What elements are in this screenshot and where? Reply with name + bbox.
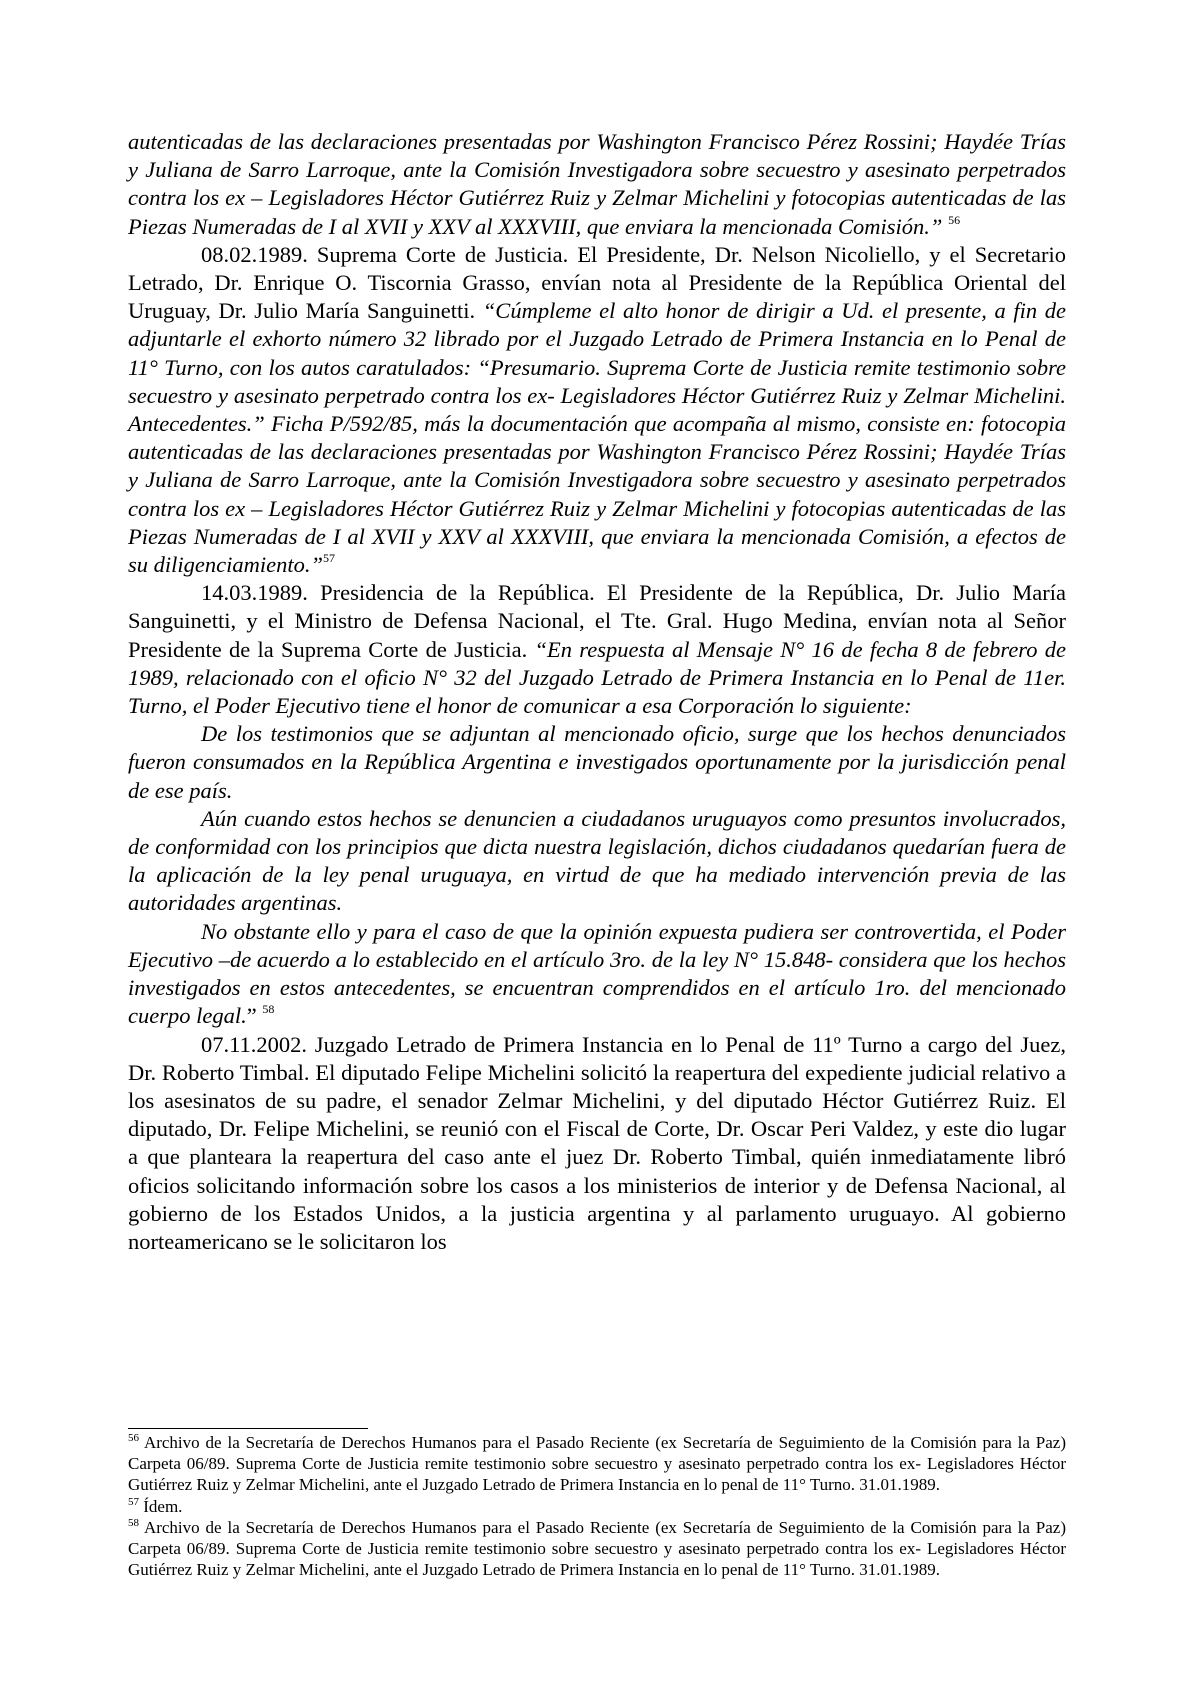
footnote-number: 58 [128,1516,139,1529]
paragraph [128,918,1066,1031]
paragraph [128,1031,1066,1257]
paragraph [128,720,1066,805]
text-segment: autenticadas de las declaraciones presentadas por Washington Francisco Pérez Rossini; Haydée Trías y Juliana de Sarro Larroque, ante la Comisión Investigadora sobre secuestro y asesinato perpetrados contra los ex – Legisladores Héctor Gutiérrez Ruiz y Zelmar Michelini y fotocopias autenticadas de las Piezas Numeradas de I al XVII y XXV al XXXVIII, que enviara la mencionada Comisión.” [128,129,1066,239]
text-segment: “En respuesta al Mensaje N° 16 de fecha 8 de febrero de 1989, relacionado con el oficio N° 32 del Juzgado Letrado de Primera Instancia en lo Penal de 11er. Turno, el Poder Ejecutivo tiene el honor de comunicar a esa Corporación lo siguiente: [128,636,1066,719]
footnote-ref: 57 [323,551,335,566]
paragraph [128,805,1066,918]
footnote [128,1517,1066,1581]
footnote-separator [128,1428,368,1429]
text-segment: “Cúmpleme el alto honor de dirigir a Ud. el presente, a fin de adjuntarle el exhorto número 32 librado por el Juzgado Letrado de Primera Instancia en lo Penal de 11° Turno, con los autos caratulados: “Presumario. Suprema Corte de Justicia remite testimonio sobre secuestro y asesinato perpetrado contra los ex- Legisladores Héctor Gutiérrez Ruiz y Zelmar Michelini. Antecedentes.” Ficha P/592/85, más la documentación que acompaña al mismo, consiste en: fotocopia autenticadas de las declaraciones presentadas por Washington Francisco Pérez Rossini; Haydée Trías y Juliana de Sarro Larroque, ante la Comisión Investigadora sobre secuestro y asesinato perpetrados contra los ex – Legisladores Héctor Gutiérrez Ruiz y Zelmar Michelini y fotocopias autenticadas de las Piezas Numeradas de I al XVII y XXV al XXXVIII, que enviara la mencionada Comisión, a efectos de su diligenciamiento.” [128,298,1067,578]
paragraph [128,579,1066,720]
footnote-ref: 56 [948,212,961,227]
footnote-number: 57 [128,1495,139,1508]
footnotes [128,1428,1066,1580]
text-segment: De los testimonios que se adjuntan al mencionado oficio, surge que los hechos denunciados fueron consumados en la República Argentina e investigados oportunamente por la jurisdicción penal de ese país. [128,721,1066,803]
text-segment: 08.02.1989. Suprema Corte de Justicia. El Presidente, Dr. Nelson Nicoliello, y el Secretario Letrado, Dr. Enrique O. Tiscornia Grasso, envían nota al Presidente de la República Oriental del Uruguay, Dr. Julio María Sanguinetti. [128,241,1066,324]
footnote-text: Archivo de la Secretaría de Derechos Humanos para el Pasado Reciente (ex Secretaría de Seguimiento de la Comisión para la Paz) Carpeta 06/89. Suprema Corte de Justicia remite testimonio sobre secuestro y asesinato perpetrado contra los ex- Legisladores Héctor Gutiérrez Ruiz y Zelmar Michelini, ante el Juzgado Letrado de Primera Instancia en lo penal de 11° Turno. 31.01.1989. [128,1433,1066,1495]
footnote-text: Ídem. [139,1496,183,1516]
text-segment: ” [246,1003,263,1029]
footnote-ref: 58 [262,1002,275,1017]
document-page [128,128,1066,1256]
footnote [128,1432,1066,1496]
text-segment: Aún cuando estos hechos se denuncien a ciudadanos uruguayos como presuntos involucrados, de conformidad con los principios que dicta nuestra legislación, dichos ciudadanos quedarían fuera de la aplicación de la ley penal uruguaya, en virtud de que ha mediado intervención previa de las autoridades argentinas. [128,805,1066,916]
footnote-number: 56 [128,1432,139,1444]
footnote-text: Archivo de la Secretaría de Derechos Humanos para el Pasado Reciente (ex Secretaría de Seguimiento de la Comisión para la Paz) Carpeta 06/89. Suprema Corte de Justicia remite testimonio sobre secuestro y asesinato perpetrado contra los ex- Legisladores Héctor Gutiérrez Ruiz y Zelmar Michelini, ante el Juzgado Letrado de Primera Instancia en lo penal de 11° Turno. 31.01.1989. [128,1517,1066,1580]
paragraph [128,241,1066,579]
text-segment: No obstante ello y para el caso de que la opinión expuesta pudiera ser controvertida, el Poder Ejecutivo –de acuerdo a lo establecido en el artículo 3ro. de la ley N° 15.848- considera que los hechos investigados en estos antecedentes, se encuentran comprendidos en el artículo 1ro. del mencionado cuerpo legal. [128,918,1066,1029]
body-text [128,128,1066,1256]
text-segment: 07.11.2002. Juzgado Letrado de Primera Instancia en lo Penal de 11º Turno a cargo del Juez, Dr. Roberto Timbal. El diputado Felipe Michelini solicitó la reapertura del expediente judicial relativo a los asesinatos de su padre, el senador Zelmar Michelini, y del diputado Héctor Gutiérrez Ruiz. El diputado, Dr. Felipe Michelini, se reunió con el Fiscal de Corte, Dr. Oscar Peri Valdez, y este dio lugar a que planteara la reapertura del caso ante el juez Dr. Roberto Timbal, quién inmediatamente libró oficios solicitando información sobre los casos a los ministerios de interior y de Defensa Nacional, al gobierno de los Estados Unidos, a la justicia argentina y al parlamento uruguayo. Al gobierno norteamericano se le solicitaron los [128,1031,1066,1254]
text-segment: 14.03.1989. Presidencia de la República. El Presidente de la República, Dr. Julio María Sanguinetti, y el Ministro de Defensa Nacional, el Tte. Gral. Hugo Medina, envían nota al Señor Presidente de la Suprema Corte de Justicia. [128,580,1066,662]
footnote [128,1496,1066,1517]
paragraph [128,128,1066,241]
